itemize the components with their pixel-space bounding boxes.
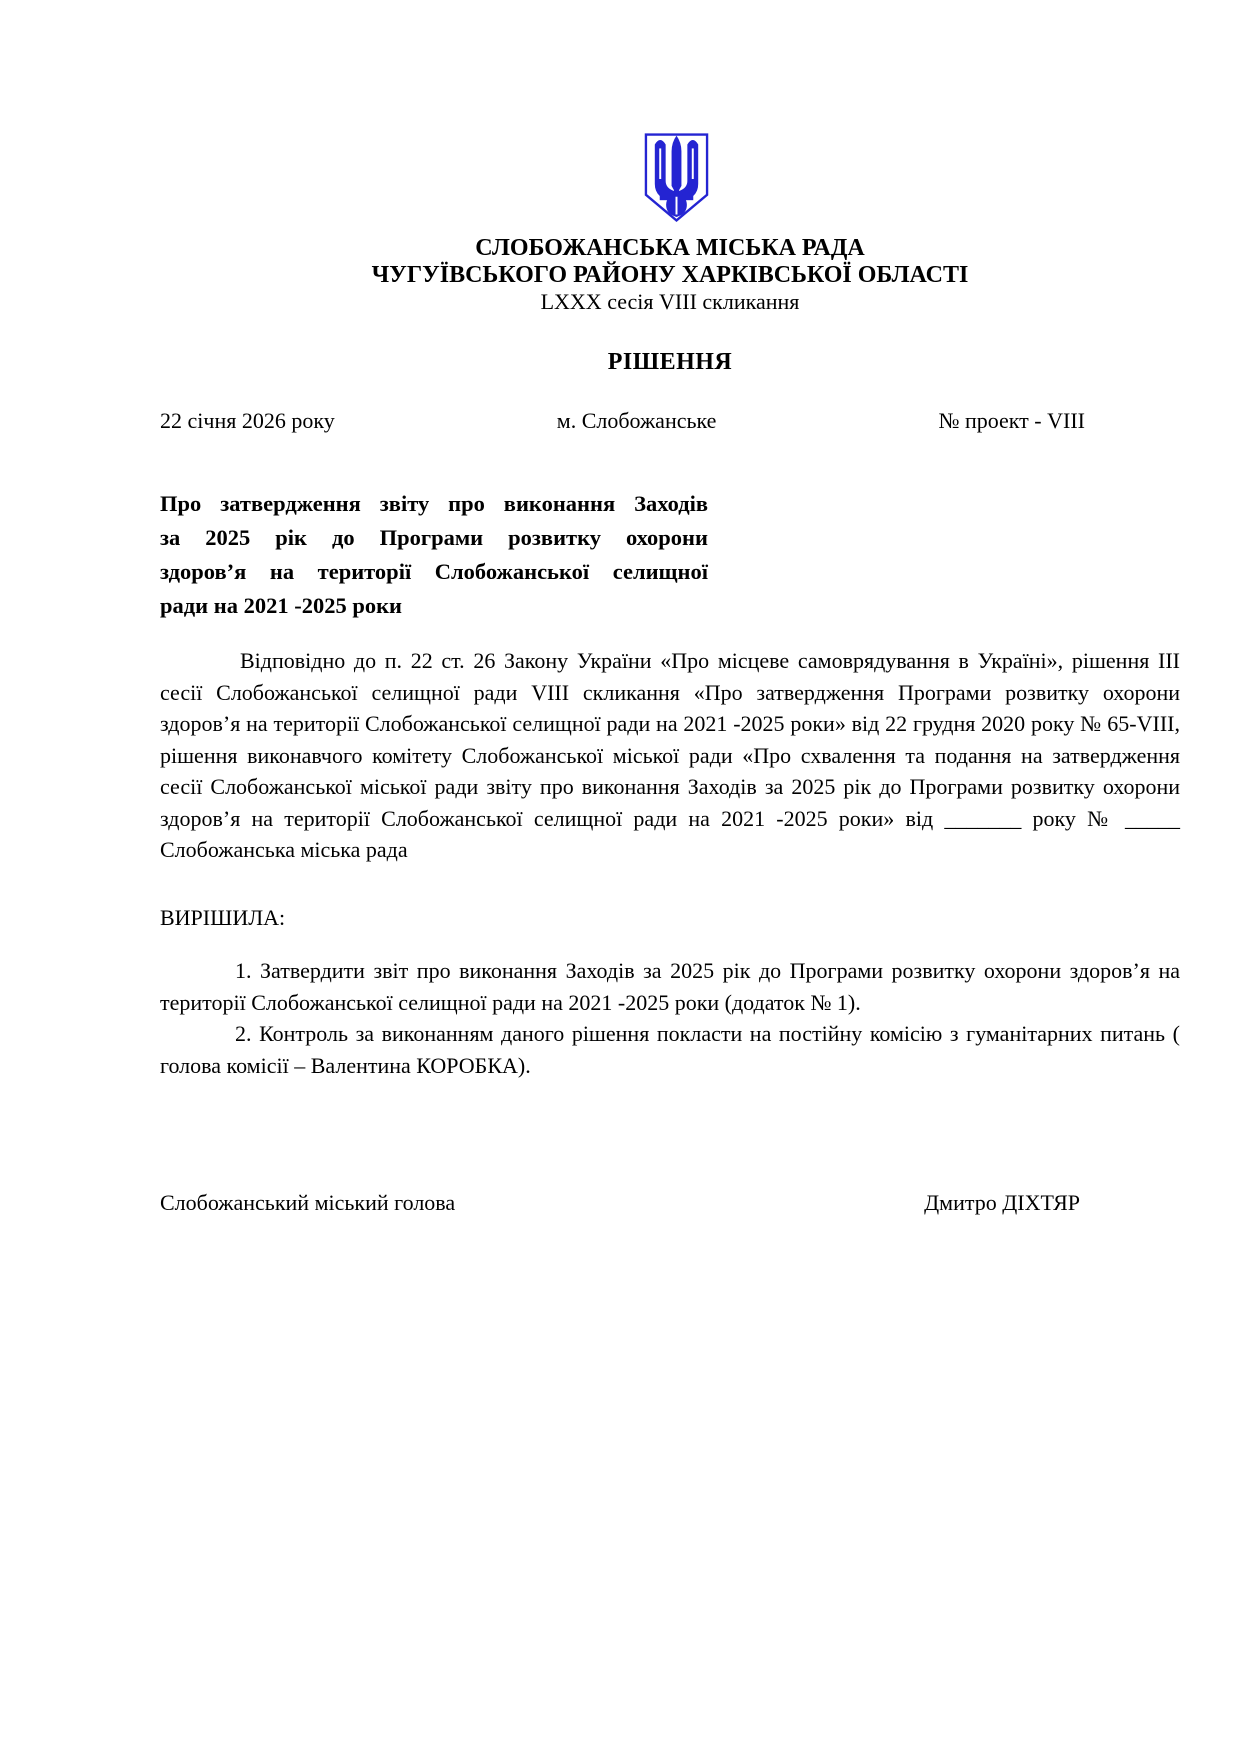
- document-header: [160, 235, 1180, 315]
- resolution-items: [160, 955, 1180, 1081]
- preamble-paragraph: Відповідно до п. 22 ст. 26 Закону України «Про місцеве самоврядування в Україні», рішення ІІІ сесії Слобожанської селищної ради VIII скликання «Про затвердження Програми розвитку охорони здоров’я на території Слобожанської селищної ради на 2021 -2025 роки» від 22 грудня 2020 року № 65-VIII, рішення виконавчого комітету Слобожанської міської ради «Про схвалення та подання на затвердження сесії Слобожанської міської ради звіту про виконання Заходів за 2025 рік до Програми розвитку охорони здоров’я на території Слобожанської селищної ради на 2021 -2025 роки» від _______ року № _____ Слобожанська міська рада: [160, 648, 1180, 862]
- document-date: 22 січня 2026 року: [160, 408, 335, 433]
- subject-line-1: Про затвердження звіту про виконання Заходів: [160, 491, 708, 516]
- subject-block: [160, 487, 708, 623]
- resolution-item-1: 1. Затвердити звіт про виконання Заходів за 2025 рік до Програми розвитку охорони здоров’я на території Слобожанської селищної ради на 2021 -2025 роки (додаток № 1).: [160, 958, 1180, 1015]
- session-line: LXXX сесія VIII скликання: [540, 289, 800, 314]
- council-name: СЛОБОЖАНСЬКА МІСЬКА РАДА: [475, 235, 865, 261]
- trident-svg: [641, 131, 712, 225]
- district-name: ЧУГУЇВСЬКОГО РАЙОНУ ХАРКІВСЬКОЇ ОБЛАСТІ: [371, 262, 969, 288]
- document-type-title: РІШЕННЯ: [607, 349, 733, 375]
- meta-row: [160, 408, 1180, 434]
- document-number: № проект - VIII: [938, 408, 1085, 433]
- ukraine-trident-emblem: [641, 131, 712, 225]
- subject-line-2: за 2025 рік до Програми розвитку охорони: [160, 525, 708, 550]
- document-place: м. Слобожанське: [556, 408, 717, 433]
- subject-line-4: ради на 2021 -2025 роки: [160, 593, 403, 618]
- signatory-name: Дмитро ДІХТЯР: [924, 1190, 1080, 1215]
- resolution-item-2: 2. Контроль за виконанням даного рішення покласти на постійну комісію з гуманітарних питань ( голова комісії – Валентина КОРОБКА).: [160, 1021, 1180, 1078]
- resolution-lead: ВИРІШИЛА:: [160, 905, 286, 930]
- signature-row: [160, 1190, 1180, 1216]
- subject-line-3: здоров’я на території Слобожанської селищної: [160, 559, 708, 584]
- signatory-position: Слобожанський міський голова: [160, 1190, 456, 1215]
